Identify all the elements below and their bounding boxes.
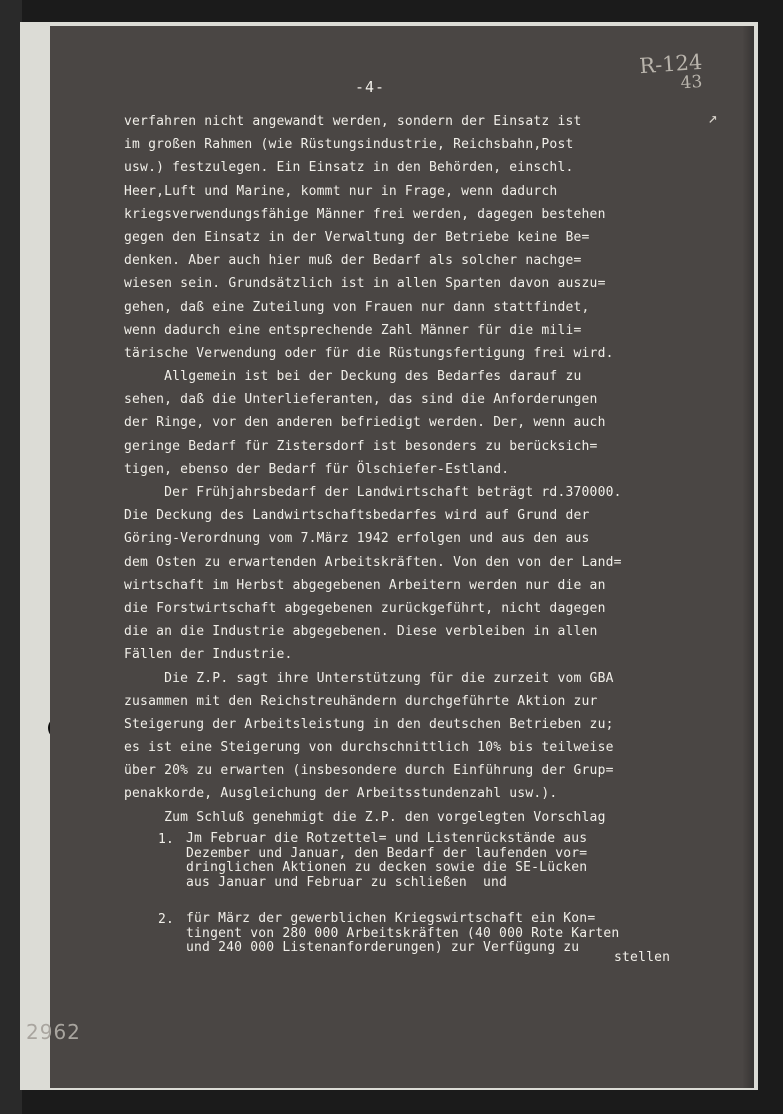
closing-word: stellen — [614, 950, 671, 965]
body-line: Allgemein ist bei der Deckung des Bedarfes darauf zu — [124, 369, 582, 385]
proposal-item-line: Jm Februar die Rotzettel= und Listenrückstände aus — [186, 831, 588, 846]
body-line: sehen, daß die Unterlieferanten, das sind die Anforderungen — [124, 392, 598, 408]
body-line: es ist eine Steigerung von durchschnittlich 10% bis teilweise — [124, 740, 614, 756]
archive-reference-handwritten — [638, 49, 705, 96]
body-line: im großen Rahmen (wie Rüstungsindustrie, Reichsbahn,Post — [124, 137, 574, 153]
body-line: der Ringe, vor den anderen befriedigt werden. Der, wenn auch — [124, 415, 606, 431]
proposal-item-number: 1. — [158, 832, 175, 847]
body-line: die an die Industrie abgegebenen. Diese verbleiben in allen — [124, 624, 598, 640]
body-line: zusammen mit den Reichstreuhändern durchgeführte Aktion zur — [124, 693, 598, 709]
body-line: geringe Bedarf für Zistersdorf ist besonders zu berücksich= — [124, 438, 598, 454]
body-line: Fällen der Industrie. — [124, 647, 293, 663]
body-line: Göring-Verordnung vom 7.März 1942 erfolgen und aus den aus — [124, 531, 590, 547]
body-line: Steigerung der Arbeitsleistung in den deutschen Betrieben zu; — [124, 716, 614, 732]
body-line: wenn dadurch eine entsprechende Zahl Männer für die mili= — [124, 322, 582, 338]
body-line: usw.) festzulegen. Ein Einsatz in den Behörden, einschl. — [124, 160, 574, 176]
body-line: verfahren nicht angewandt werden, sondern der Einsatz ist — [124, 114, 582, 129]
body-line: über 20% zu erwarten (insbesondere durch Einführung der Grup= — [124, 763, 614, 779]
body-line: Die Deckung des Landwirtschaftsbedarfes wird auf Grund der — [124, 508, 590, 524]
body-line: wiesen sein. Grundsätzlich ist in allen Sparten davon auszu= — [124, 276, 606, 292]
proposal-item-line: dringlichen Aktionen zu decken sowie die SE-Lücken — [186, 860, 588, 875]
scan-shadow — [742, 26, 754, 1088]
body-line: Die Z.P. sagt ihre Unterstützung für die zurzeit vom GBA — [124, 670, 614, 686]
archive-ref-line2: 43 — [679, 71, 703, 94]
film-edge — [0, 0, 22, 1114]
body-line: Heer,Luft und Marine, kommt nur in Frage, wenn dadurch — [124, 183, 558, 199]
body-line: denken. Aber auch hier muß der Bedarf als solcher nachge= — [124, 253, 582, 269]
proposal-item-text — [186, 912, 619, 956]
proposal-item-line: und 240 000 Listenanforderungen) zur Verfügung zu — [186, 940, 580, 955]
proposal-item — [158, 912, 718, 956]
body-text — [124, 110, 724, 829]
body-line: tärische Verwendung oder für die Rüstungsfertigung frei wird. — [124, 345, 614, 361]
proposal-item-line: Dezember und Januar, den Bedarf der laufenden vor= — [186, 845, 588, 861]
proposal-item — [158, 832, 718, 890]
page-number: -4- — [355, 78, 386, 96]
body-line: dem Osten zu erwartenden Arbeitskräften. Von den von der Land= — [124, 554, 622, 570]
margin-check-mark: ↗ — [708, 108, 718, 127]
body-line: tigen, ebenso der Bedarf für Ölschiefer-Estland. — [124, 461, 510, 477]
body-line: penakkorde, Ausgleichung der Arbeitsstundenzahl usw.). — [124, 786, 558, 802]
proposal-item-line: aus Januar und Februar zu schließen und — [186, 874, 508, 890]
proposal-item-line: für März der gewerblichen Kriegswirtschaft ein Kon= — [186, 911, 596, 926]
document-page — [50, 26, 754, 1088]
body-line: die Forstwirtschaft abgegebenen zurückgeführt, nicht dagegen — [124, 600, 606, 616]
proposal-item-text — [186, 832, 587, 890]
body-line: gegen den Einsatz in der Verwaltung der Betriebe keine Be= — [124, 229, 590, 245]
archive-stamp-number: 2962 — [26, 1020, 81, 1044]
body-line: Zum Schluß genehmigt die Z.P. den vorgelegten Vorschlag — [124, 809, 606, 825]
proposal-item-line: tingent von 280 000 Arbeitskräften (40 000 Rote Karten — [186, 925, 620, 941]
body-line: gehen, daß eine Zuteilung von Frauen nur dann stattfindet, — [124, 299, 590, 315]
body-line: wirtschaft im Herbst abgegebenen Arbeitern werden nur die an — [124, 577, 606, 593]
archive-ref-line1: R-124 — [638, 49, 704, 79]
body-line: kriegsverwendungsfähige Männer frei werden, dagegen bestehen — [124, 206, 606, 222]
body-line: Der Frühjahrsbedarf der Landwirtschaft beträgt rd.370000. — [124, 485, 622, 500]
proposal-item-number: 2. — [158, 912, 175, 927]
